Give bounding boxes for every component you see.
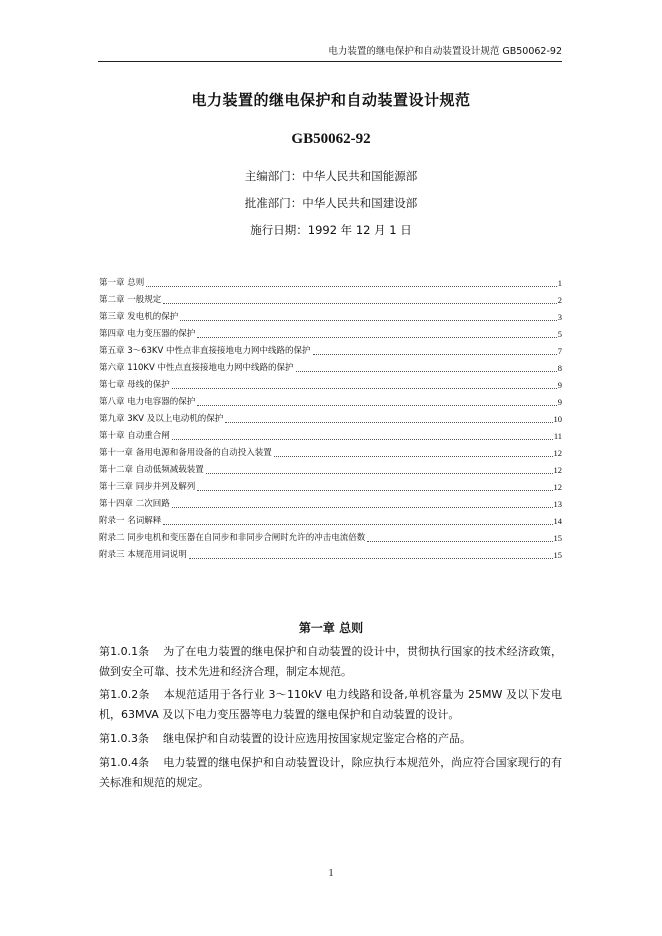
toc-entry[interactable] — [99, 357, 562, 374]
toc-entry-page: 12 — [553, 465, 562, 475]
toc-entry[interactable] — [99, 289, 562, 306]
toc-entry-page: 3 — [557, 312, 562, 322]
article-number: 第1.0.4条 — [99, 756, 150, 769]
toc-entry-label: 第二章 一般规定 — [99, 295, 162, 305]
chapter-heading: 第一章 总则 — [298, 621, 364, 635]
article-1-0-1 — [99, 642, 562, 682]
toc-entry-page: 5 — [557, 329, 562, 339]
toc-entry[interactable] — [99, 323, 562, 340]
toc-entry-label: 第四章 电力变压器的保护 — [99, 329, 196, 339]
toc-dot-leader — [313, 354, 557, 355]
toc-entry[interactable] — [99, 374, 562, 391]
toc-dot-leader — [206, 473, 553, 474]
toc-entry-label: 附录二 同步电机和变压器在自同步和非同步合闸时允许的冲击电流倍数 — [99, 533, 366, 543]
toc-dot-leader — [180, 320, 557, 321]
effective-date: 施行日期：1992 年 12 月 1 日 — [250, 223, 412, 237]
toc-entry[interactable] — [99, 391, 562, 408]
approval-department: 批准部门：中华人民共和国建设部 — [244, 196, 418, 210]
toc-entry[interactable] — [99, 476, 562, 493]
toc-entry-label: 第九章 3KV 及以上电动机的保护 — [99, 414, 224, 424]
toc-entry-label: 第五章 3～63KV 中性点非直接接地电力网中线路的保护 — [99, 346, 311, 356]
toc-entry[interactable] — [99, 408, 562, 425]
toc-entry-label: 第七章 母线的保护 — [99, 380, 170, 390]
document-title: 电力装置的继电保护和自动装置设计规范 — [191, 91, 471, 109]
toc-entry-page: 13 — [553, 499, 562, 509]
toc-entry-page: 1 — [557, 278, 562, 288]
toc-entry-page: 12 — [553, 448, 562, 458]
toc-entry-page: 14 — [553, 516, 562, 526]
article-1-0-3 — [99, 729, 562, 749]
toc-entry-page: 10 — [553, 414, 562, 424]
toc-dot-leader — [172, 439, 553, 440]
article-number: 第1.0.2条 — [99, 688, 150, 701]
toc-entry-page: 15 — [553, 550, 562, 560]
toc-entry-page: 12 — [553, 482, 562, 492]
toc-entry-label: 第一章 总则 — [99, 278, 145, 288]
toc-entry-label: 第十章 自动重合闸 — [99, 431, 170, 441]
toc-entry[interactable] — [99, 493, 562, 510]
toc-entry[interactable] — [99, 510, 562, 527]
toc-entry[interactable] — [99, 442, 562, 459]
toc-entry-page: 11 — [553, 431, 562, 441]
toc-entry[interactable] — [99, 306, 562, 323]
article-1-0-2 — [99, 685, 562, 725]
page-number: 1 — [328, 868, 334, 879]
toc-entry-label: 第十三章 同步并列及解列 — [99, 482, 196, 492]
toc-dot-leader — [172, 507, 553, 508]
toc-entry-page: 9 — [557, 380, 562, 390]
toc-entry-label: 附录三 本规范用词说明 — [99, 550, 187, 560]
toc-entry-label: 第十四章 二次回路 — [99, 499, 170, 509]
toc-entry-label: 附录一 名词解释 — [99, 516, 162, 526]
table-of-contents — [99, 272, 562, 561]
toc-dot-leader — [274, 456, 553, 457]
toc-dot-leader — [146, 286, 557, 287]
running-header: 电力装置的继电保护和自动装置设计规范 GB50062-92 — [98, 43, 562, 62]
toc-entry[interactable] — [99, 544, 562, 561]
article-1-0-4 — [99, 753, 562, 793]
toc-dot-leader — [225, 422, 552, 423]
toc-entry[interactable] — [99, 340, 562, 357]
toc-entry-page: 2 — [557, 295, 562, 305]
standard-code: GB50062-92 — [291, 131, 371, 147]
toc-entry-label: 第十二章 自动低频减载装置 — [99, 465, 204, 475]
toc-entry-label: 第三章 发电机的保护 — [99, 312, 179, 322]
toc-entry-label: 第六章 110KV 中性点直接接地电力网中线路的保护 — [99, 363, 294, 373]
toc-entry-page: 9 — [557, 397, 562, 407]
toc-entry[interactable] — [99, 527, 562, 544]
toc-entry[interactable] — [99, 459, 562, 476]
toc-entry[interactable] — [99, 425, 562, 442]
toc-dot-leader — [163, 303, 557, 304]
article-text: 继电保护和自动装置的设计应选用按国家规定鉴定合格的产品。 — [163, 732, 471, 745]
toc-entry-page: 7 — [557, 346, 562, 356]
toc-entry[interactable] — [99, 272, 562, 289]
toc-entry-label: 第八章 电力电容器的保护 — [99, 397, 196, 407]
toc-entry-page: 15 — [553, 533, 562, 543]
toc-dot-leader — [172, 388, 557, 389]
article-text: 为了在电力装置的继电保护和自动装置的设计中，贯彻执行国家的技术经济政策，做到安全可靠、技术先进和经济合理，制定本规范。 — [99, 645, 562, 678]
article-text: 本规范适用于各行业 3～110kV 电力线路和设备,单机容量为 25MW 及以下发电机，63MVA 及以下电力变压器等电力装置的继电保护和自动装置的设计。 — [99, 688, 562, 721]
article-text: 电力装置的继电保护和自动装置设计，除应执行本规范外，尚应符合国家现行的有关标准和规范的规定。 — [99, 756, 562, 789]
toc-dot-leader — [163, 524, 552, 525]
editor-department: 主编部门：中华人民共和国能源部 — [244, 169, 418, 183]
toc-dot-leader — [367, 541, 552, 542]
toc-dot-leader — [197, 337, 557, 338]
toc-entry-label: 第十一章 备用电源和备用设备的自动投入装置 — [99, 448, 272, 458]
article-number: 第1.0.3条 — [99, 732, 149, 745]
article-number: 第1.0.1条 — [99, 645, 150, 658]
toc-dot-leader — [197, 405, 557, 406]
toc-dot-leader — [197, 490, 552, 491]
toc-dot-leader — [296, 371, 557, 372]
toc-entry-page: 8 — [557, 363, 562, 373]
toc-dot-leader — [189, 558, 553, 559]
